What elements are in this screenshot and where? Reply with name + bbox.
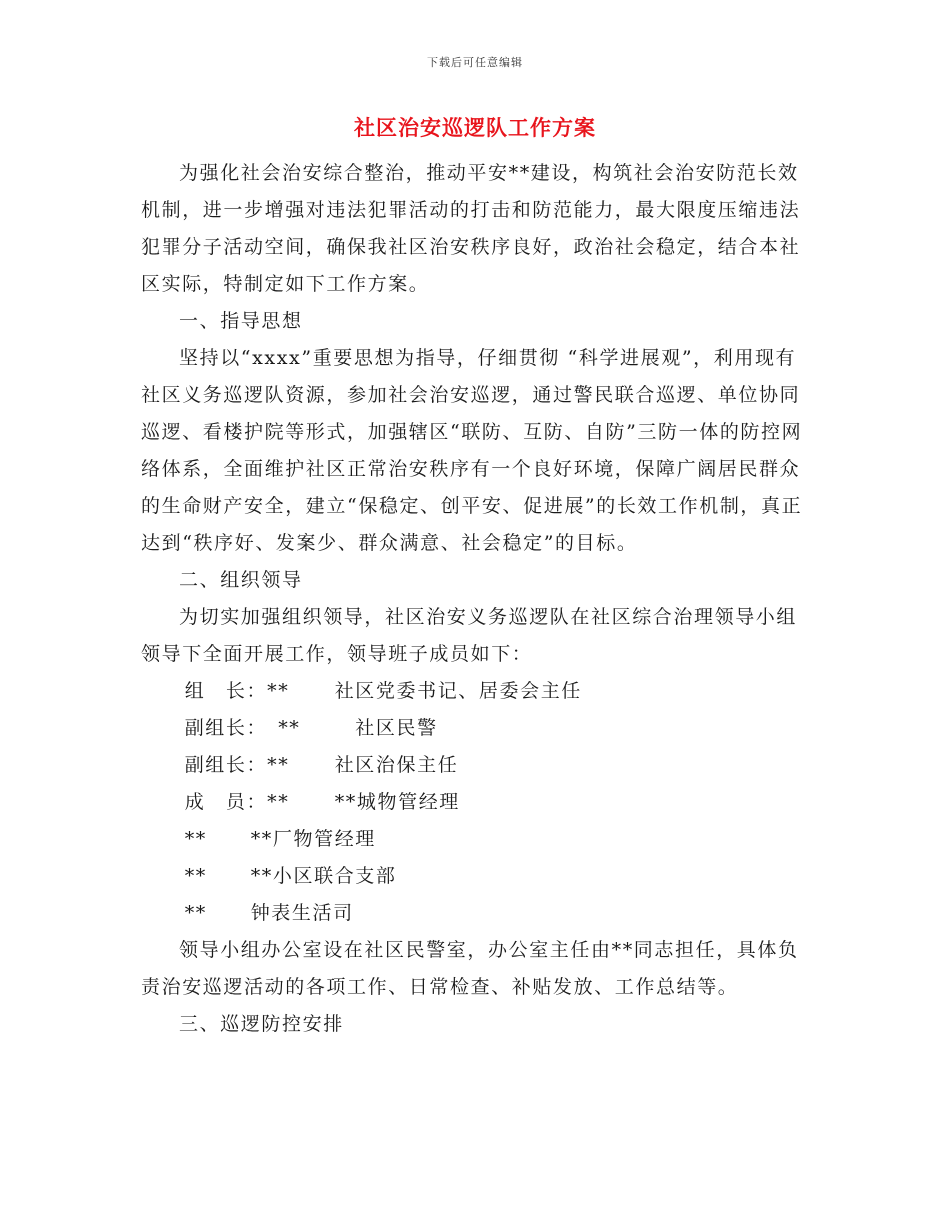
member-row xyxy=(141,858,811,895)
member-role: ** xyxy=(184,902,207,924)
member-role: ** xyxy=(184,828,207,850)
member-role: 副组长：** xyxy=(184,754,290,776)
member-row xyxy=(141,673,811,710)
intro-paragraph: 为强化社会治安综合整治，推动平安**建设，构筑社会治安防范长效机制，进一步增强对违法犯罪活动的打击和防范能力，最大限度压缩违法犯罪分子活动空间，确保我社区治安秩序良好，政治社会稳定，结合本社区实际，特制定如下工作方案。 xyxy=(141,162,801,295)
member-desc: **城物管经理 xyxy=(334,791,460,813)
member-role: ** xyxy=(184,865,207,887)
member-desc: 社区治保主任 xyxy=(334,754,459,776)
member-desc: **小区联合支部 xyxy=(250,865,397,887)
member-role: 成 员：** xyxy=(184,791,290,813)
section-1-heading: 一、指导思想 xyxy=(179,310,303,332)
member-desc: **厂物管经理 xyxy=(250,828,376,850)
document-body xyxy=(141,155,811,1043)
section-3-heading: 三、巡逻防控安排 xyxy=(179,1013,344,1035)
member-desc: 社区民警 xyxy=(334,717,438,739)
member-desc: 社区党委书记、居委会主任 xyxy=(334,680,582,702)
office-paragraph: 领导小组办公室设在社区民警室，办公室主任由**同志担任，具体负责治安巡逻活动的各项工作、日常检查、补贴发放、工作总结等。 xyxy=(141,939,799,998)
document-title: 社区治安巡逻队工作方案 xyxy=(354,115,596,140)
member-role: 组 长：** xyxy=(184,680,290,702)
section-2-paragraph: 为切实加强组织领导，社区治安义务巡逻队在社区综合治理领导小组领导下全面开展工作，领导班子成员如下： xyxy=(141,606,798,665)
member-role: 副组长： ** xyxy=(184,717,301,739)
member-row xyxy=(141,710,811,747)
member-row xyxy=(141,821,811,858)
header-note: 下载后可任意编辑 xyxy=(427,56,523,69)
member-row xyxy=(141,784,811,821)
member-desc: 钟表生活司 xyxy=(250,902,354,924)
member-row xyxy=(141,895,811,932)
member-row xyxy=(141,747,811,784)
section-1-paragraph: 坚持以“xxxx”重要思想为指导，仔细贯彻 “科学进展观”，利用现有社区义务巡逻队资源，参加社会治安巡逻，通过警民联合巡逻、单位协同巡逻、看楼护院等形式，加强辖区“联防、互防、自防”三防一体的防控网络体系，全面维护社区正常治安秩序有一个良好环境，保障广阔居民群众的生命财产安全，建立“保稳定、创平安、促进展”的长效工作机制，真正达到“秩序好、发案少、群众满意、社会稳定”的目标。 xyxy=(141,347,803,554)
section-2-heading: 二、组织领导 xyxy=(179,569,303,591)
